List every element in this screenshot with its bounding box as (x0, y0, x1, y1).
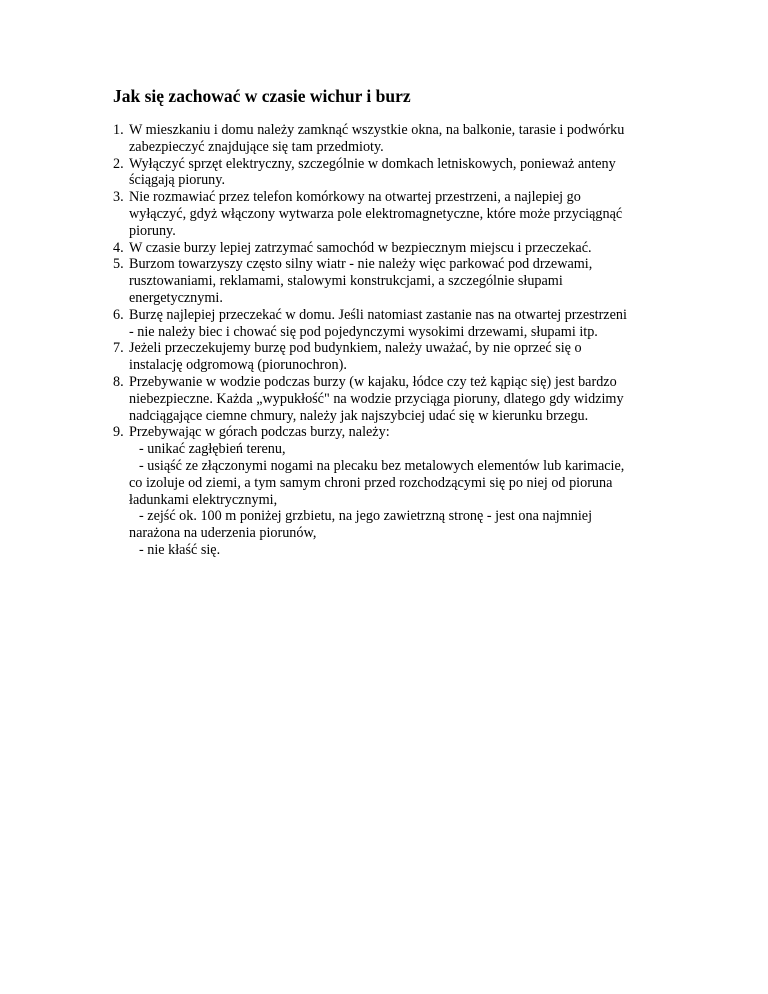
item-text-line: niebezpieczne. Każda „wypukłość" na wodzie przyciąga pioruny, dlatego gdy widzimy (129, 390, 624, 407)
item-text-line: Burzom towarzyszy często silny wiatr - nie należy więc parkować pod drzewami, (129, 256, 593, 273)
list-item (113, 256, 673, 306)
item-number: 3. (113, 189, 124, 206)
item-text-line: narażona na uderzenia piorunów, (129, 525, 317, 542)
document-title: Jak się zachować w czasie wichur i burz (113, 86, 411, 106)
item-text-line: Przebywając w górach podczas burzy, należy: (129, 424, 390, 441)
item-number: 8. (113, 373, 124, 390)
item-text-line: energetycznymi. (129, 289, 223, 306)
item-text-line: Burzę najlepiej przeczekać w domu. Jeśli natomiast zastanie nas na otwartej przestrzeni (129, 306, 627, 323)
item-text-line: co izoluje od ziemi, a tym samym chroni przed rozchodzącymi się po niej od pioruna (129, 474, 613, 491)
list-item (113, 240, 673, 257)
item-text-line: instalację odgromową (piorunochron). (129, 357, 347, 374)
safety-instructions-list (113, 122, 673, 559)
item-text-line: - nie należy biec i chować się pod pojedynczymi wysokimi drzewami, słupami itp. (129, 323, 598, 340)
item-text-line: rusztowaniami, reklamami, stalowymi konstrukcjami, a szczególnie słupami (129, 273, 563, 290)
list-item (113, 156, 673, 190)
item-text-line: pioruny. (129, 222, 176, 239)
item-number: 7. (113, 340, 124, 357)
item-text-line: zabezpieczyć znajdujące się tam przedmioty. (129, 138, 384, 155)
list-item (113, 340, 673, 374)
item-text-line: Nie rozmawiać przez telefon komórkowy na otwartej przestrzeni, a najlepiej go (129, 189, 581, 206)
sub-item-line: - nie kłaść się. (139, 541, 221, 558)
item-text-line: Wyłączyć sprzęt elektryczny, szczególnie w domkach letniskowych, ponieważ anteny (129, 155, 616, 172)
item-number: 5. (113, 256, 124, 273)
sub-item-line: - unikać zagłębień terenu, (139, 441, 286, 458)
item-text-line: W czasie burzy lepiej zatrzymać samochód w bezpiecznym miejscu i przeczekać. (129, 239, 592, 256)
item-text-line: ściągają pioruny. (129, 172, 225, 189)
item-number: 6. (113, 306, 124, 323)
list-item (113, 424, 673, 558)
list-item (113, 122, 673, 156)
item-text-line: ładunkami elektrycznymi, (129, 491, 278, 508)
item-text-line: W mieszkaniu i domu należy zamknąć wszystkie okna, na balkonie, tarasie i podwórku (129, 122, 625, 138)
list-item (113, 374, 673, 424)
item-text-line: Jeżeli przeczekujemy burzę pod budynkiem, należy uważać, by nie oprzeć się o (129, 340, 582, 357)
item-number: 9. (113, 424, 124, 441)
list-item (113, 189, 673, 239)
sub-item-line: - usiąść ze złączonymi nogami na plecaku bez metalowych elementów lub karimacie, (139, 457, 625, 474)
item-text-line: nadciągające ciemne chmury, należy jak najszybciej udać się w kierunku brzegu. (129, 407, 589, 424)
item-text-line: Przebywanie w wodzie podczas burzy (w kajaku, łódce czy też kąpiąc się) jest bardzo (129, 373, 617, 390)
list-item (113, 307, 673, 341)
item-text-line: wyłączyć, gdyż włączony wytwarza pole elektromagnetyczne, które może przyciągnąć (129, 205, 623, 222)
item-number: 2. (113, 155, 124, 172)
item-number: 1. (113, 122, 124, 138)
item-number: 4. (113, 239, 124, 256)
sub-item-line: - zejść ok. 100 m poniżej grzbietu, na jego zawietrzną stronę - jest ona najmniej (139, 508, 593, 525)
